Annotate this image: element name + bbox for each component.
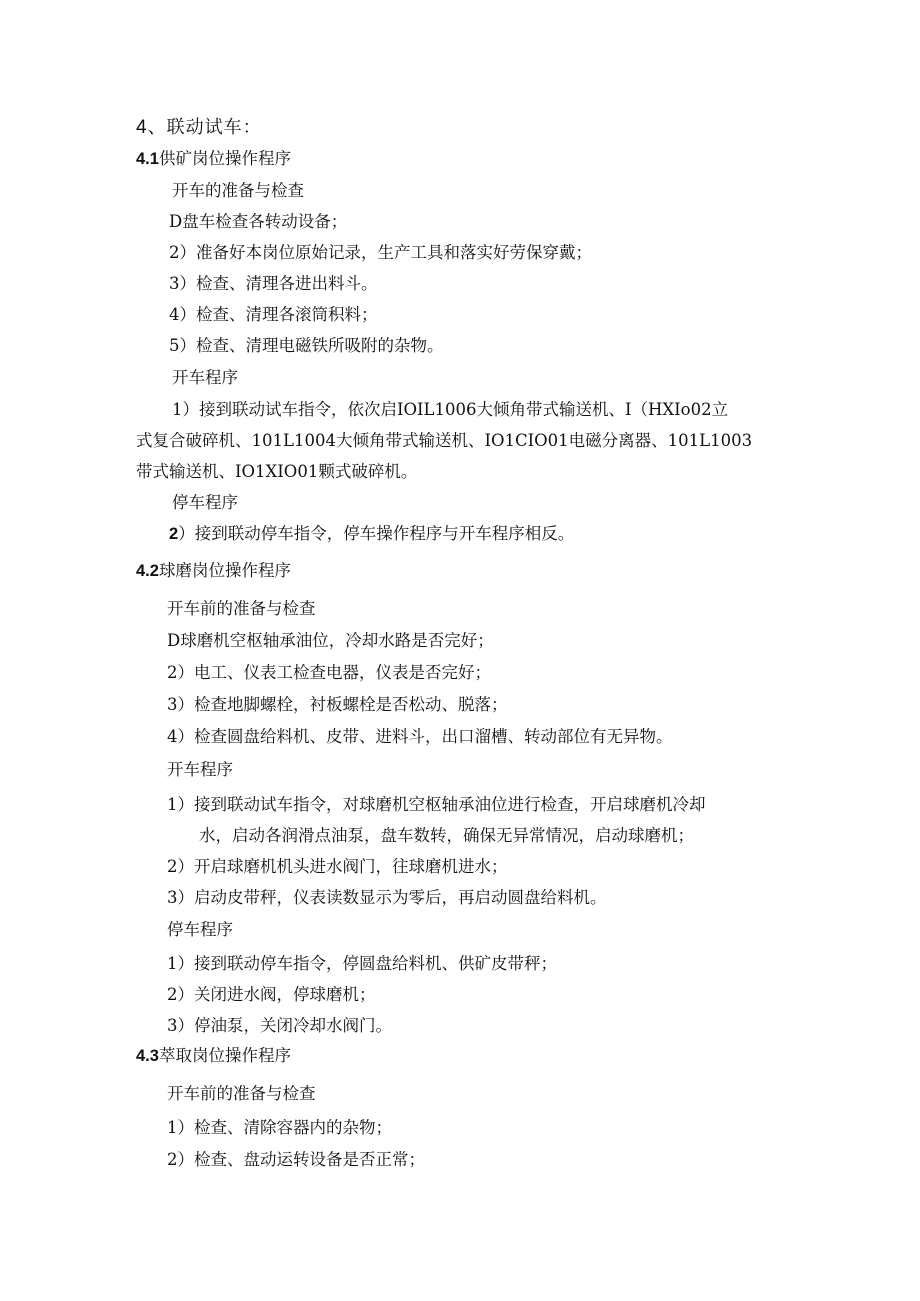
paragraph-line: 1）接到联动试车指令，依次启IOIL1006大倾角带式输送机、I（HXIo02立 <box>172 400 729 419</box>
list-item: 3）检查地脚螺栓，衬板螺栓是否松动、脱落； <box>167 695 508 714</box>
subheading: 开车前的准备与检查 <box>167 599 316 618</box>
list-item: 1）检查、清除容器内的杂物； <box>167 1118 392 1137</box>
list-item: 3）停油泵，关闭冷却水阀门。 <box>167 1016 392 1035</box>
list-item: 2）电工、仪表工检查电器，仪表是否完好； <box>167 663 491 682</box>
list-item: 2）关闭进水阀，停球磨机； <box>167 985 376 1004</box>
subheading: 开车的准备与检查 <box>172 181 304 200</box>
list-item: D盘车检查各转动设备； <box>169 212 348 231</box>
list-item: 4）检查圆盘给料机、皮带、进料斗，出口溜槽、转动部位有无异物。 <box>167 727 673 746</box>
list-item: 5）检查、清理电磁铁所吸附的杂物。 <box>169 336 444 355</box>
subheading: 停车程序 <box>167 920 233 939</box>
subheading: 开车前的准备与检查 <box>167 1084 316 1103</box>
list-item: 3）启动皮带秤，仪表读数显示为零后，再启动圆盘给料机。 <box>167 888 607 907</box>
section-number: 4.1 <box>136 150 159 168</box>
section-title: 供矿岗位操作程序 <box>158 149 291 168</box>
section-number: 4.3 <box>136 1047 159 1065</box>
subheading: 开车程序 <box>172 368 238 387</box>
section-title: 萃取岗位操作程序 <box>158 1046 291 1065</box>
subheading: 开车程序 <box>167 760 233 779</box>
list-number: 2 <box>169 525 179 543</box>
subheading: 停车程序 <box>172 493 238 512</box>
paragraph-line: 式复合破碎机、101L1004大倾角带式输送机、IO1CIO01电磁分离器、101L1003 <box>136 431 753 450</box>
section-number: 4.2 <box>136 562 159 580</box>
section-4-3-heading <box>136 1045 291 1067</box>
list-item-continuation: 水，启动各润滑点油泵，盘车数转，确保无异常情况，启动球磨机； <box>199 826 694 845</box>
list-text: ）接到联动停车指令，停车操作程序与开车程序相反。 <box>178 524 575 543</box>
list-item: 2）准备好本岗位原始记录，生产工具和落实好劳保穿戴； <box>169 243 592 262</box>
section-4-2-heading <box>136 560 291 582</box>
section-title: 球磨岗位操作程序 <box>158 561 291 580</box>
section-title: 、联动试车： <box>147 117 262 138</box>
section-4-1-heading <box>136 148 291 170</box>
list-item: D球磨机空枢轴承油位，冷却水路是否完好； <box>167 631 494 650</box>
list-item: 3）检查、清理各进出料斗。 <box>169 274 378 293</box>
list-item: 2）检查、盘动运转设备是否正常； <box>167 1150 425 1169</box>
paragraph-line: 带式输送机、IO1XIO01颗式破碎机。 <box>136 462 418 481</box>
list-item: 1）接到联动试车指令，对球磨机空枢轴承油位进行检查，开启球磨机冷却 <box>167 795 706 814</box>
list-item: 1）接到联动停车指令，停圆盘给料机、供矿皮带秤； <box>167 954 557 973</box>
section-4-heading <box>136 117 262 139</box>
list-item <box>169 523 574 545</box>
list-item: 4）检查、清理各滚筒积料； <box>169 305 378 324</box>
section-number: 4 <box>136 117 148 138</box>
list-item: 2）开启球磨机机头进水阀门，往球磨机进水； <box>167 857 508 876</box>
